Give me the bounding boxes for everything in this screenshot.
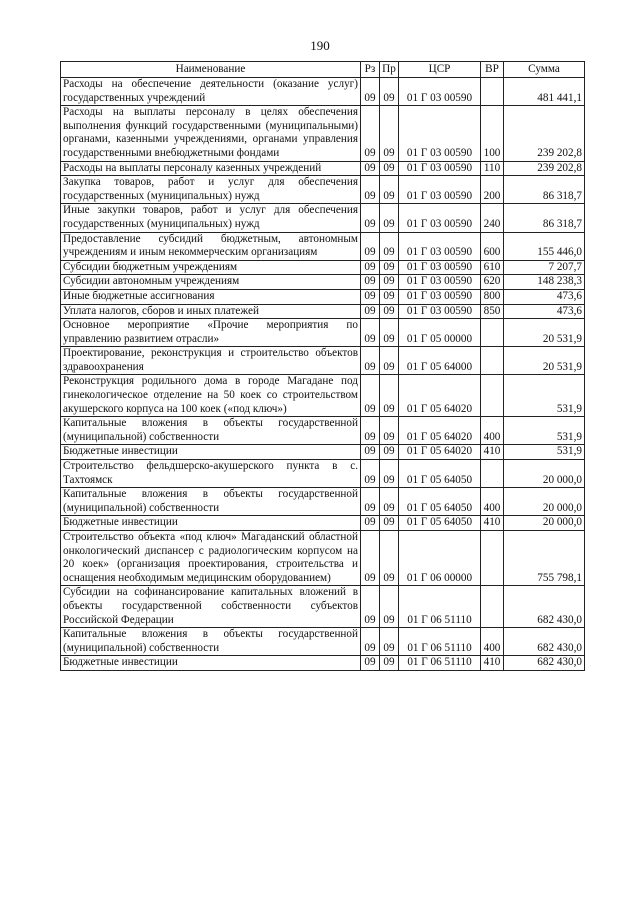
row-name: Капитальные вложения в объекты государственной (муниципальной) собственности	[61, 628, 361, 656]
table-row	[61, 275, 585, 290]
row-amount: 7 207,7	[504, 260, 585, 275]
row-pr: 09	[380, 628, 399, 656]
row-vr: 800	[481, 289, 504, 304]
row-vr	[481, 531, 504, 586]
row-name: Предоставление субсидий бюджетным, автономным учреждениям и иным некоммерческим организациям	[61, 232, 361, 260]
row-csr: 01 Г 05 00000	[399, 319, 481, 347]
row-vr: 620	[481, 275, 504, 290]
row-amount: 148 238,3	[504, 275, 585, 290]
row-csr: 01 Г 03 00590	[399, 275, 481, 290]
table-row	[61, 232, 585, 260]
header-name: Наименование	[61, 62, 361, 78]
page-number: 190	[310, 38, 330, 53]
row-name: Расходы на выплаты персоналу казенных учреждений	[61, 161, 361, 176]
table-row	[61, 516, 585, 531]
row-vr: 400	[481, 488, 504, 516]
row-vr: 610	[481, 260, 504, 275]
row-amount: 86 318,7	[504, 176, 585, 204]
row-pr: 09	[380, 445, 399, 460]
row-name: Бюджетные инвестиции	[61, 656, 361, 671]
row-pr: 09	[380, 656, 399, 671]
row-rz: 09	[361, 488, 380, 516]
row-rz: 09	[361, 78, 380, 106]
table-row	[61, 656, 585, 671]
row-vr: 850	[481, 304, 504, 319]
table-row	[61, 161, 585, 176]
table-row	[61, 628, 585, 656]
row-pr: 09	[380, 586, 399, 628]
row-vr: 110	[481, 161, 504, 176]
table-row	[61, 586, 585, 628]
row-csr: 01 Г 05 64020	[399, 417, 481, 445]
row-csr: 01 Г 03 00590	[399, 289, 481, 304]
row-amount: 20 000,0	[504, 516, 585, 531]
table-row	[61, 417, 585, 445]
row-vr	[481, 586, 504, 628]
row-vr	[481, 319, 504, 347]
row-pr: 09	[380, 275, 399, 290]
table-row	[61, 460, 585, 488]
row-amount: 20 000,0	[504, 488, 585, 516]
row-rz: 09	[361, 417, 380, 445]
row-amount: 239 202,8	[504, 161, 585, 176]
row-csr: 01 Г 03 00590	[399, 106, 481, 161]
row-vr	[481, 460, 504, 488]
row-csr: 01 Г 03 00590	[399, 161, 481, 176]
row-csr: 01 Г 05 64050	[399, 516, 481, 531]
table-row	[61, 445, 585, 460]
row-csr: 01 Г 06 51110	[399, 628, 481, 656]
row-rz: 09	[361, 347, 380, 375]
row-amount: 531,9	[504, 445, 585, 460]
row-csr: 01 Г 06 51110	[399, 656, 481, 671]
row-pr: 09	[380, 375, 399, 417]
row-rz: 09	[361, 289, 380, 304]
row-pr: 09	[380, 260, 399, 275]
row-rz: 09	[361, 204, 380, 232]
row-vr: 400	[481, 628, 504, 656]
row-name: Бюджетные инвестиции	[61, 516, 361, 531]
row-name: Расходы на выплаты персоналу в целях обеспечения выполнения функций государственными (муниципальными) органами, казенными учреждениями, органами управления государственными внебюджетными фондами	[61, 106, 361, 161]
row-name: Закупка товаров, работ и услуг для обеспечения государственных (муниципальных) нужд	[61, 176, 361, 204]
header-amount: Сумма	[504, 62, 585, 78]
row-amount: 239 202,8	[504, 106, 585, 161]
table-row	[61, 260, 585, 275]
row-amount: 755 798,1	[504, 531, 585, 586]
row-pr: 09	[380, 232, 399, 260]
row-amount: 473,6	[504, 304, 585, 319]
row-name: Субсидии бюджетным учреждениям	[61, 260, 361, 275]
row-vr: 410	[481, 516, 504, 531]
row-csr: 01 Г 03 00590	[399, 78, 481, 106]
row-vr: 410	[481, 445, 504, 460]
table-row	[61, 106, 585, 161]
row-amount: 682 430,0	[504, 586, 585, 628]
row-name: Капитальные вложения в объекты государственной (муниципальной) собственности	[61, 488, 361, 516]
row-name: Расходы на обеспечение деятельности (оказание услуг) государственных учреждений	[61, 78, 361, 106]
row-amount: 682 430,0	[504, 628, 585, 656]
row-name: Реконструкция родильного дома в городе Магадане под гинекологическое отделение на 50 коек со строительством акушерского корпуса на 100 коек («под ключ»)	[61, 375, 361, 417]
row-rz: 09	[361, 106, 380, 161]
header-csr: ЦСР	[399, 62, 481, 78]
row-vr: 410	[481, 656, 504, 671]
row-rz: 09	[361, 275, 380, 290]
row-csr: 01 Г 03 00590	[399, 260, 481, 275]
row-amount: 20 531,9	[504, 319, 585, 347]
row-csr: 01 Г 03 00590	[399, 176, 481, 204]
row-name: Основное мероприятие «Прочие мероприятия по управлению развитием отрасли»	[61, 319, 361, 347]
row-vr: 600	[481, 232, 504, 260]
row-name: Бюджетные инвестиции	[61, 445, 361, 460]
row-rz: 09	[361, 531, 380, 586]
row-rz: 09	[361, 260, 380, 275]
table-header-row	[61, 62, 585, 78]
table-row	[61, 176, 585, 204]
row-amount: 473,6	[504, 289, 585, 304]
row-amount: 155 446,0	[504, 232, 585, 260]
row-amount: 531,9	[504, 417, 585, 445]
row-vr: 240	[481, 204, 504, 232]
row-rz: 09	[361, 176, 380, 204]
row-pr: 09	[380, 204, 399, 232]
table-row	[61, 375, 585, 417]
row-pr: 09	[380, 417, 399, 445]
row-rz: 09	[361, 375, 380, 417]
table-row	[61, 488, 585, 516]
row-csr: 01 Г 05 64020	[399, 375, 481, 417]
row-csr: 01 Г 06 51110	[399, 586, 481, 628]
row-pr: 09	[380, 319, 399, 347]
row-rz: 09	[361, 445, 380, 460]
table-row	[61, 304, 585, 319]
row-vr	[481, 78, 504, 106]
row-vr: 200	[481, 176, 504, 204]
row-amount: 86 318,7	[504, 204, 585, 232]
row-rz: 09	[361, 304, 380, 319]
row-pr: 09	[380, 106, 399, 161]
row-pr: 09	[380, 304, 399, 319]
row-name: Проектирование, реконструкция и строительство объектов здравоохранения	[61, 347, 361, 375]
row-name: Иные бюджетные ассигнования	[61, 289, 361, 304]
row-csr: 01 Г 05 64020	[399, 445, 481, 460]
row-name: Строительство объекта «под ключ» Магаданский областной онкологический диспансер с радиологическим корпусом на 20 коек» (организация проектирования, строительства и оснащения необходимым медицинским оборудованием)	[61, 531, 361, 586]
header-vr: ВР	[481, 62, 504, 78]
row-rz: 09	[361, 161, 380, 176]
table-row	[61, 289, 585, 304]
row-rz: 09	[361, 516, 380, 531]
row-pr: 09	[380, 516, 399, 531]
row-csr: 01 Г 05 64000	[399, 347, 481, 375]
row-name: Строительство фельдшерско-акушерского пункта в с. Тахтоямск	[61, 460, 361, 488]
row-name: Субсидии на софинансирование капитальных вложений в объекты государственной собственности субъектов Российской Федерации	[61, 586, 361, 628]
row-rz: 09	[361, 586, 380, 628]
row-amount: 481 441,1	[504, 78, 585, 106]
row-rz: 09	[361, 232, 380, 260]
table-row	[61, 319, 585, 347]
row-csr: 01 Г 03 00590	[399, 304, 481, 319]
row-pr: 09	[380, 460, 399, 488]
row-vr	[481, 375, 504, 417]
row-rz: 09	[361, 628, 380, 656]
row-csr: 01 Г 06 00000	[399, 531, 481, 586]
header-pr: Пр	[380, 62, 399, 78]
table-row	[61, 78, 585, 106]
table-row	[61, 531, 585, 586]
row-csr: 01 Г 05 64050	[399, 488, 481, 516]
row-csr: 01 Г 03 00590	[399, 204, 481, 232]
row-vr: 100	[481, 106, 504, 161]
row-pr: 09	[380, 176, 399, 204]
row-pr: 09	[380, 347, 399, 375]
row-name: Уплата налогов, сборов и иных платежей	[61, 304, 361, 319]
row-csr: 01 Г 05 64050	[399, 460, 481, 488]
row-pr: 09	[380, 289, 399, 304]
row-pr: 09	[380, 78, 399, 106]
table-row	[61, 347, 585, 375]
row-amount: 531,9	[504, 375, 585, 417]
row-amount: 682 430,0	[504, 656, 585, 671]
row-pr: 09	[380, 531, 399, 586]
row-amount: 20 531,9	[504, 347, 585, 375]
row-csr: 01 Г 03 00590	[399, 232, 481, 260]
row-rz: 09	[361, 656, 380, 671]
row-name: Иные закупки товаров, работ и услуг для обеспечения государственных (муниципальных) нужд	[61, 204, 361, 232]
row-vr: 400	[481, 417, 504, 445]
row-rz: 09	[361, 319, 380, 347]
header-rz: Рз	[361, 62, 380, 78]
row-name: Капитальные вложения в объекты государственной (муниципальной) собственности	[61, 417, 361, 445]
row-pr: 09	[380, 488, 399, 516]
budget-table	[60, 61, 585, 671]
row-vr	[481, 347, 504, 375]
row-rz: 09	[361, 460, 380, 488]
row-amount: 20 000,0	[504, 460, 585, 488]
row-pr: 09	[380, 161, 399, 176]
table-row	[61, 204, 585, 232]
row-name: Субсидии автономным учреждениям	[61, 275, 361, 290]
